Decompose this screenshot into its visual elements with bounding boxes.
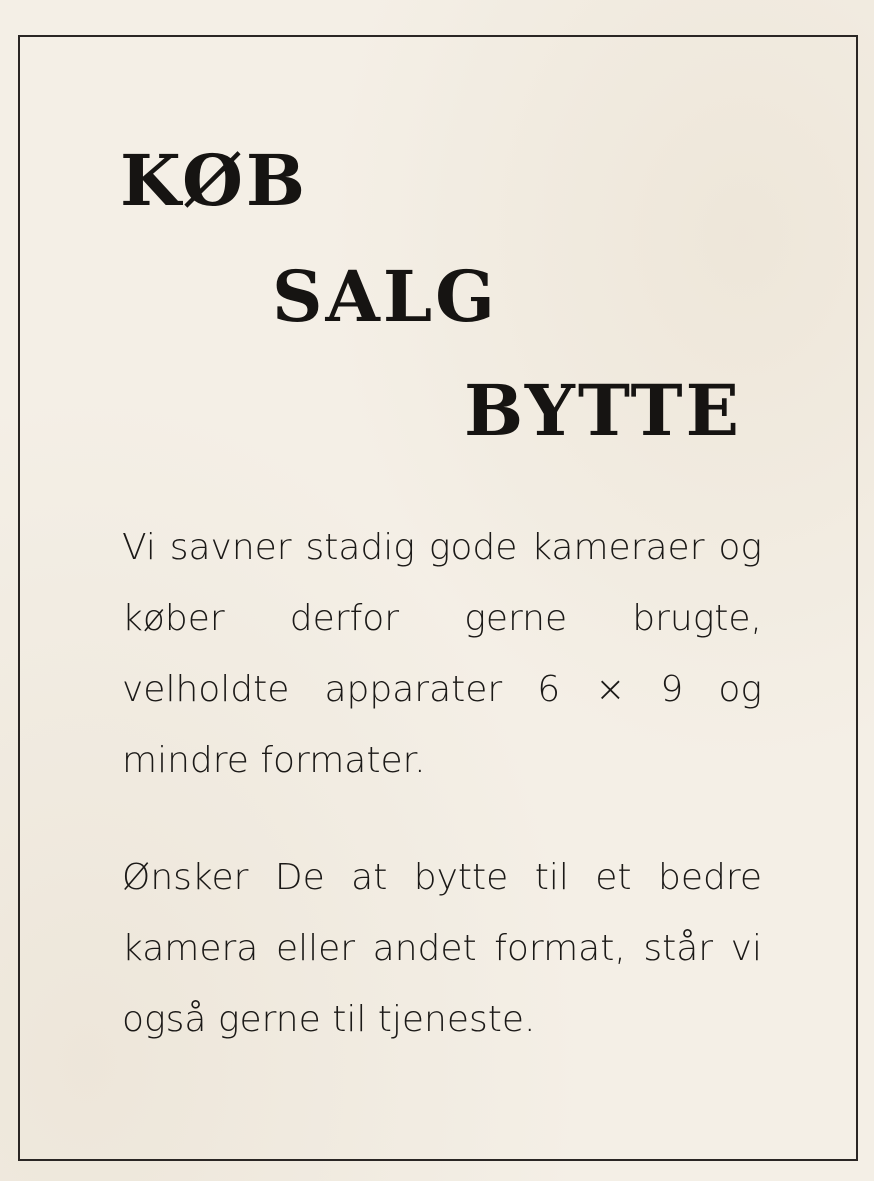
- headline-bytte: BYTTE: [464, 369, 742, 452]
- body-paragraph-1: Vi savner stadig gode kameraer og køber derfor gerne brugte, velholdte apparater 6 × 9 og mindre formater.: [122, 527, 762, 781]
- headline-salg: SALG: [272, 255, 498, 338]
- body-paragraph-2: Ønsker De at bytte til et bedre kamera eller andet format, står vi også gerne til tjeneste.: [122, 857, 762, 1040]
- headline-kob: KØB: [120, 139, 309, 222]
